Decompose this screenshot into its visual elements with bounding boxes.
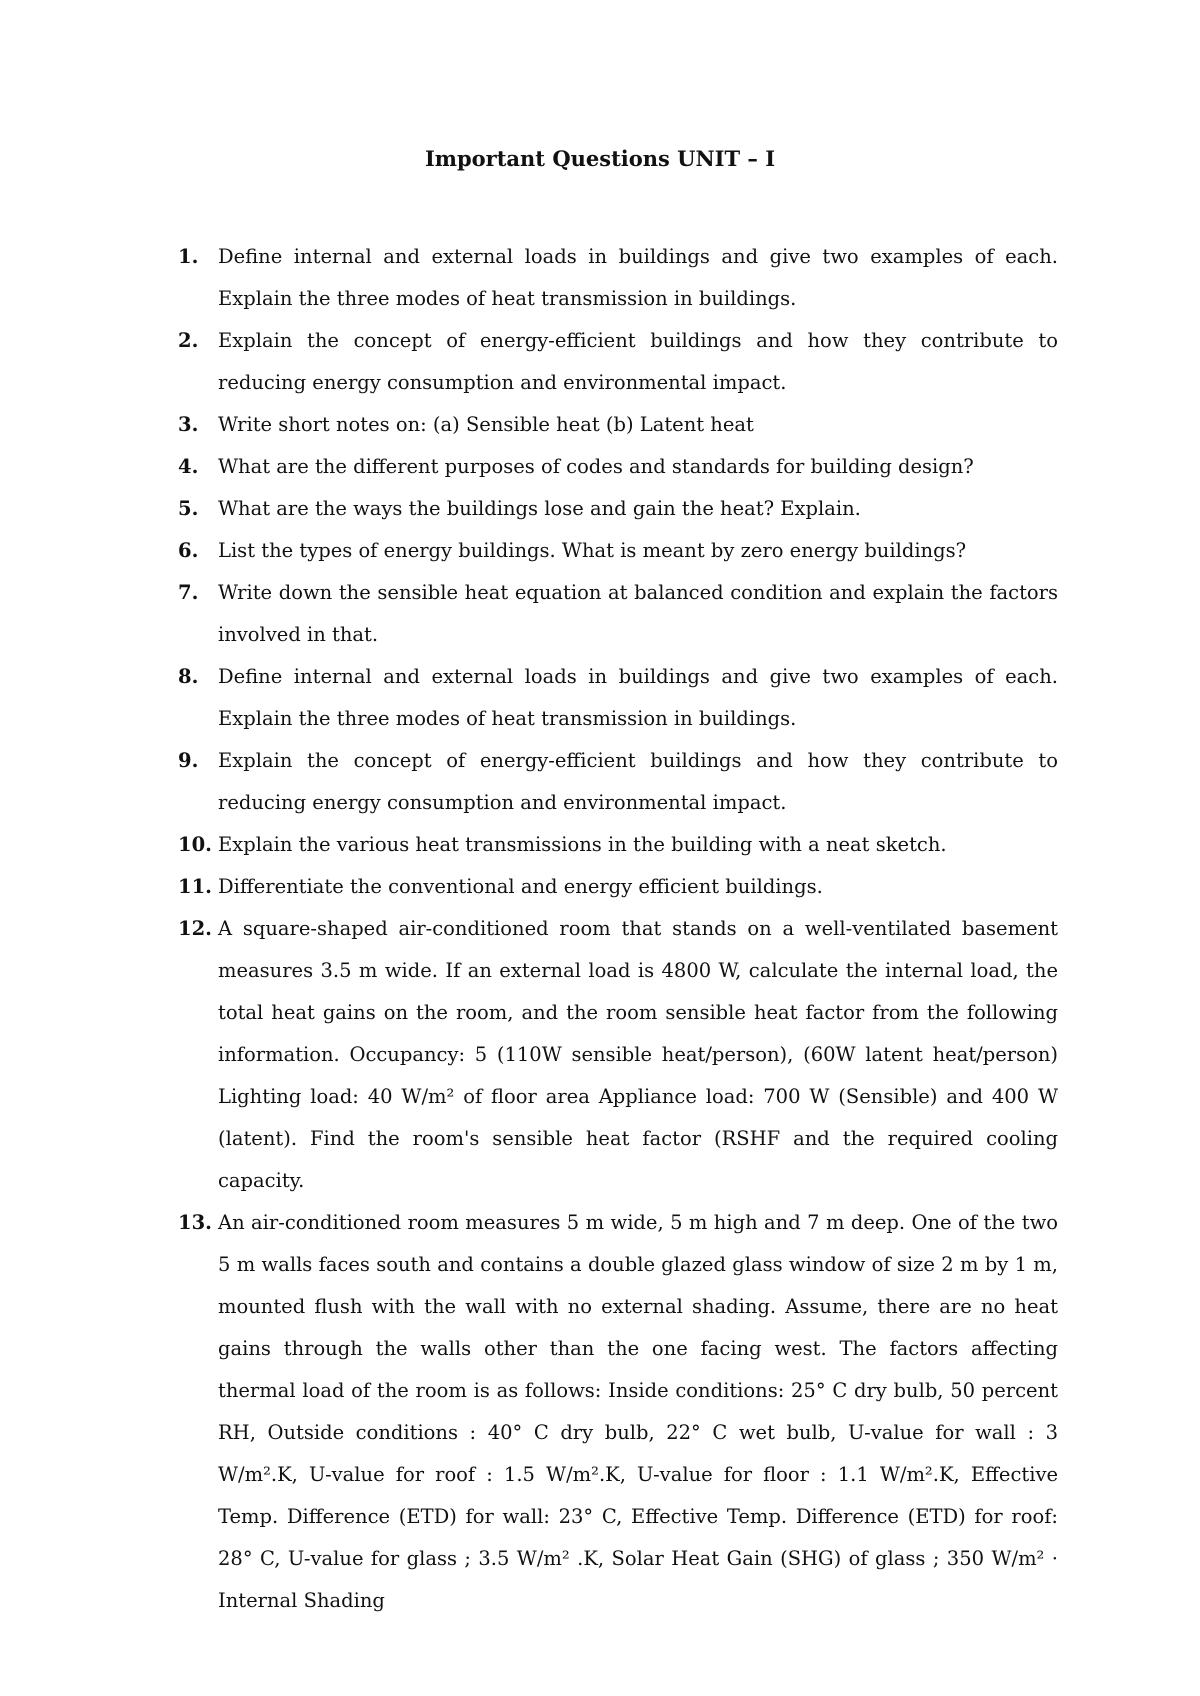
question-number: 3. — [178, 413, 199, 436]
question-item-10 — [178, 824, 1058, 866]
question-number: 10. — [178, 833, 212, 856]
question-text: Explain the concept of energy-efficient buildings and how they contribute to reducing energy consumption and environmental impact. — [218, 329, 1058, 394]
question-item-1 — [178, 236, 1058, 320]
question-number: 11. — [178, 875, 212, 898]
question-number: 9. — [178, 749, 199, 772]
question-number: 5. — [178, 497, 199, 520]
question-item-4 — [178, 446, 1058, 488]
question-number: 1. — [178, 245, 199, 268]
question-text: Write short notes on: (a) Sensible heat (b) Latent heat — [218, 413, 754, 436]
question-text: Define internal and external loads in buildings and give two examples of each. Explain the three modes of heat transmission in buildings. — [218, 245, 1058, 310]
question-item-2 — [178, 320, 1058, 404]
question-text: Explain the various heat transmissions in the building with a neat sketch. — [218, 833, 947, 856]
question-number: 2. — [178, 329, 199, 352]
question-item-11 — [178, 866, 1058, 908]
question-text: Write down the sensible heat equation at balanced condition and explain the factors involved in that. — [218, 581, 1058, 646]
question-text: A square-shaped air-conditioned room that stands on a well-ventilated basement measures 3.5 m wide. If an external load is 4800 W, calculate the internal load, the total heat gains on the room, and the room sensible heat factor from the following information. Occupancy: 5 (110W sensible heat/person), (60W latent heat/person) Lighting load: 40 W/m² of floor area Appliance load: 700 W (Sensible) and 400 W (latent). Find the room's sensible heat factor (RSHF and the required cooling capacity. — [218, 917, 1058, 1192]
question-item-8 — [178, 656, 1058, 740]
question-list — [178, 236, 1058, 1622]
question-text: Define internal and external loads in buildings and give two examples of each. Explain the three modes of heat transmission in buildings. — [218, 665, 1058, 730]
question-item-3 — [178, 404, 1058, 446]
question-item-7 — [178, 572, 1058, 656]
question-text: Explain the concept of energy-efficient buildings and how they contribute to reducing energy consumption and environmental impact. — [218, 749, 1058, 814]
question-number: 7. — [178, 581, 199, 604]
question-text: What are the different purposes of codes and standards for building design? — [218, 455, 974, 478]
page-title: Important Questions UNIT – I — [424, 146, 776, 171]
question-text: List the types of energy buildings. What is meant by zero energy buildings? — [218, 539, 967, 562]
question-text: Differentiate the conventional and energy efficient buildings. — [218, 875, 823, 898]
question-number: 8. — [178, 665, 199, 688]
question-item-12 — [178, 908, 1058, 1202]
question-number: 6. — [178, 539, 199, 562]
question-item-6 — [178, 530, 1058, 572]
question-text: What are the ways the buildings lose and gain the heat? Explain. — [218, 497, 861, 520]
question-number: 13. — [178, 1211, 212, 1234]
question-text: An air-conditioned room measures 5 m wide, 5 m high and 7 m deep. One of the two 5 m walls faces south and contains a double glazed glass window of size 2 m by 1 m, mounted flush with the wall with no external shading. Assume, there are no heat gains through the walls other than the one facing west. The factors affecting thermal load of the room is as follows: Inside conditions: 25° C dry bulb, 50 percent RH, Outside conditions : 40° C dry bulb, 22° C wet bulb, U-value for wall : 3 W/m².K, U-value for roof : 1.5 W/m².K, U-value for floor : 1.1 W/m².K, Effective Temp. Difference (ETD) for wall: 23° C, Effective Temp. Difference (ETD) for roof: 28° C, U-value for glass ; 3.5 W/m² .K, Solar Heat Gain (SHG) of glass ; 350 W/m² · Internal Shading — [218, 1211, 1058, 1612]
question-item-5 — [178, 488, 1058, 530]
question-item-13 — [178, 1202, 1058, 1622]
question-item-9 — [178, 740, 1058, 824]
question-number: 12. — [178, 917, 212, 940]
question-number: 4. — [178, 455, 199, 478]
